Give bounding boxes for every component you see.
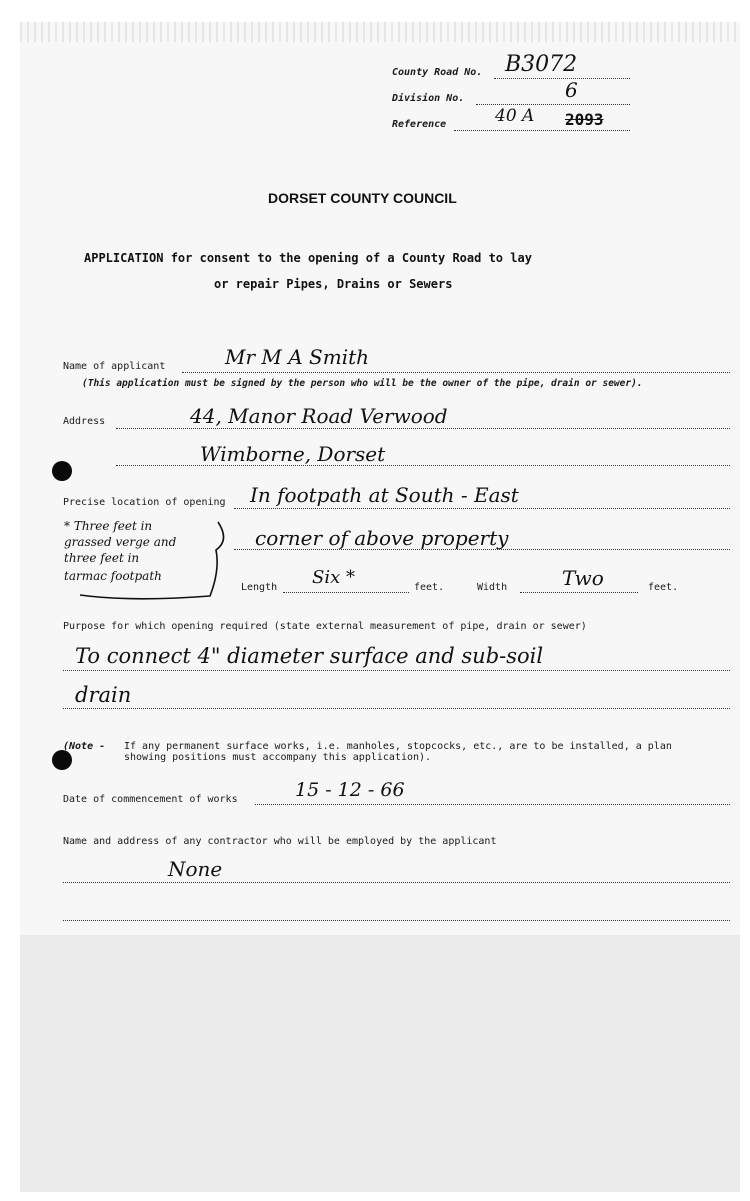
county-road-value: B3072 [505, 52, 578, 77]
location-line-2: corner of above property [255, 526, 509, 550]
punch-hole-bottom [52, 750, 72, 770]
applicant-dots [182, 372, 730, 373]
applicant-label: Name of applicant [63, 361, 166, 372]
length-feet: feet. [414, 582, 445, 593]
purpose-dots-2 [63, 708, 730, 709]
purpose-label: Purpose for which opening required (state external measurement of pipe, drain or sewer) [63, 621, 587, 632]
location-dots-1 [234, 508, 730, 509]
note-line-2: showing positions must accompany this application). [124, 752, 432, 763]
application-line-2: or repair Pipes, Drains or Sewers [214, 277, 453, 291]
margin-note-3: three feet in [64, 551, 140, 565]
margin-note-4: tarmac footpath [64, 569, 162, 583]
width-value: Two [562, 566, 604, 590]
contractor-dots-1 [63, 882, 730, 883]
purpose-dots-1 [63, 670, 730, 671]
address-label: Address [63, 416, 106, 427]
contractor-dots-2 [63, 920, 730, 921]
length-dots [283, 592, 409, 593]
reference-struck: 2093 [565, 110, 604, 129]
applicant-value: Mr M A Smith [225, 345, 370, 369]
division-dots [476, 104, 630, 105]
paper-edge [20, 22, 740, 42]
margin-note-2: grassed verge and [64, 535, 177, 549]
date-label: Date of commencement of works [63, 794, 238, 805]
purpose-line-1: To connect 4" diameter surface and sub-soil [75, 644, 544, 668]
contractor-value: None [168, 857, 223, 881]
date-value: 15 - 12 - 66 [295, 779, 405, 801]
address-line-1: 44, Manor Road Verwood [190, 404, 448, 428]
contractor-label: Name and address of any contractor who will be employed by the applicant [63, 836, 497, 847]
width-dots [520, 592, 638, 593]
width-label: Width [477, 582, 508, 593]
punch-hole-top [52, 461, 72, 481]
lower-fold [20, 935, 740, 1192]
location-label: Precise location of opening [63, 497, 226, 508]
council-title: DORSET COUNTY COUNCIL [268, 190, 457, 206]
margin-note-bracket [40, 510, 240, 610]
division-label: Division No. [392, 93, 465, 104]
reference-value: 40 A [495, 106, 535, 126]
address-line-2: Wimborne, Dorset [200, 442, 386, 466]
purpose-line-2: drain [75, 683, 132, 707]
county-road-label: County Road No. [392, 67, 483, 78]
margin-note-1: * Three feet in [64, 519, 153, 533]
address-dots-1 [116, 428, 730, 429]
applicant-note: (This application must be signed by the person who will be the owner of the pipe, drain or sewer). [82, 378, 643, 389]
note-label: (Note - [63, 741, 106, 752]
note-line-1: If any permanent surface works, i.e. manholes, stopcocks, etc., are to be installed, a plan [124, 741, 672, 752]
date-dots [255, 804, 730, 805]
reference-label: Reference [392, 119, 447, 130]
location-line-1: In footpath at South - East [250, 483, 519, 507]
length-label: Length [241, 582, 278, 593]
reference-dots [454, 130, 630, 131]
width-feet: feet. [648, 582, 679, 593]
county-road-dots [494, 78, 630, 79]
division-value: 6 [565, 78, 578, 102]
application-line-1: APPLICATION for consent to the opening of a County Road to lay [84, 251, 532, 265]
length-value: Six * [312, 567, 355, 588]
